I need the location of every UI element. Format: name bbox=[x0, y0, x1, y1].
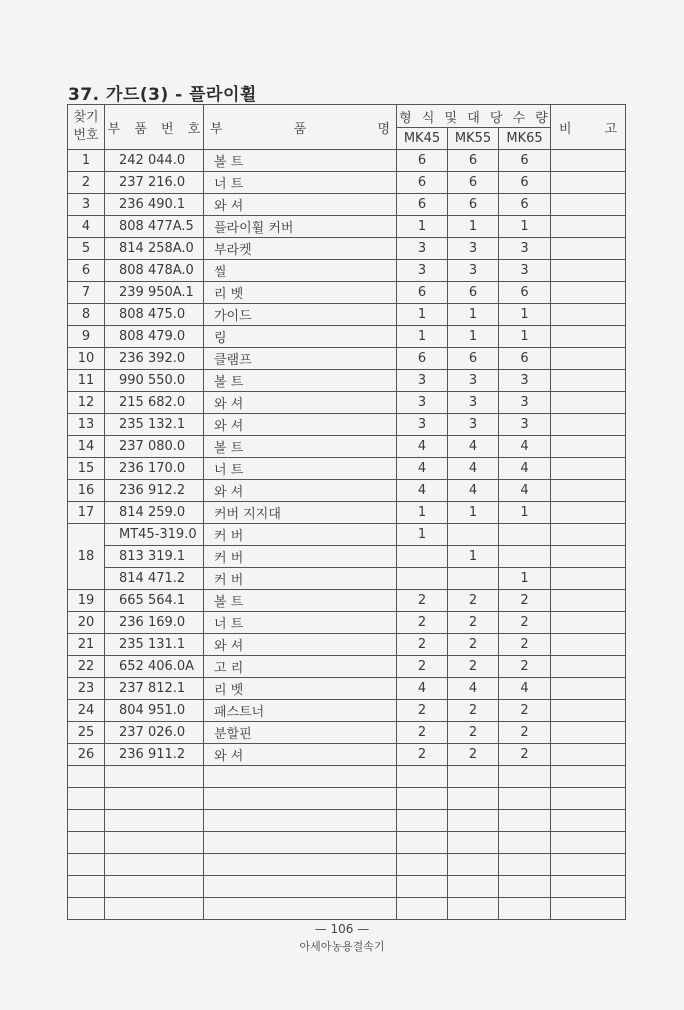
find-no: 18 bbox=[68, 524, 105, 590]
table-row bbox=[68, 590, 626, 612]
qty-mk65: 4 bbox=[499, 480, 551, 502]
part-name: 너 트 bbox=[204, 458, 397, 480]
find-no: 16 bbox=[68, 480, 105, 502]
qty-mk55 bbox=[448, 568, 499, 590]
remarks bbox=[551, 744, 626, 766]
qty-mk55: 3 bbox=[448, 392, 499, 414]
find-no: 8 bbox=[68, 304, 105, 326]
qty-mk65: 3 bbox=[499, 370, 551, 392]
header-name-right: 명 bbox=[377, 121, 390, 137]
find-no: 25 bbox=[68, 722, 105, 744]
remarks bbox=[551, 568, 626, 590]
part-number: 814 258A.0 bbox=[105, 238, 204, 260]
part-name: 와 셔 bbox=[204, 194, 397, 216]
qty-mk45: 2 bbox=[397, 634, 448, 656]
qty-mk45 bbox=[397, 832, 448, 854]
qty-mk45: 2 bbox=[397, 744, 448, 766]
part-name: 볼 트 bbox=[204, 150, 397, 172]
part-number: 814 471.2 bbox=[105, 568, 204, 590]
table-row bbox=[68, 634, 626, 656]
qty-mk55: 2 bbox=[448, 612, 499, 634]
qty-mk65: 2 bbox=[499, 722, 551, 744]
qty-mk45: 1 bbox=[397, 524, 448, 546]
part-number bbox=[105, 832, 204, 854]
qty-mk45 bbox=[397, 810, 448, 832]
header-remark-right: 고 bbox=[604, 121, 618, 137]
find-no: 19 bbox=[68, 590, 105, 612]
qty-mk65 bbox=[499, 898, 551, 920]
table-row bbox=[68, 326, 626, 348]
find-no: 17 bbox=[68, 502, 105, 524]
qty-mk55 bbox=[448, 524, 499, 546]
qty-mk55: 2 bbox=[448, 700, 499, 722]
qty-mk65: 1 bbox=[499, 502, 551, 524]
find-no: 26 bbox=[68, 744, 105, 766]
part-name: 씰 bbox=[204, 260, 397, 282]
remarks bbox=[551, 282, 626, 304]
find-no: 10 bbox=[68, 348, 105, 370]
remarks bbox=[551, 722, 626, 744]
find-no: 24 bbox=[68, 700, 105, 722]
part-name bbox=[204, 854, 397, 876]
qty-mk65: 6 bbox=[499, 150, 551, 172]
part-number bbox=[105, 854, 204, 876]
remarks bbox=[551, 172, 626, 194]
part-number: MT45-319.0 bbox=[105, 524, 204, 546]
empty-row bbox=[68, 876, 626, 898]
remarks bbox=[551, 326, 626, 348]
part-name bbox=[204, 876, 397, 898]
remarks bbox=[551, 260, 626, 282]
qty-mk65 bbox=[499, 524, 551, 546]
find-no bbox=[68, 832, 105, 854]
remarks bbox=[551, 788, 626, 810]
qty-mk55: 4 bbox=[448, 480, 499, 502]
qty-mk45: 6 bbox=[397, 194, 448, 216]
remarks bbox=[551, 678, 626, 700]
qty-mk65: 3 bbox=[499, 260, 551, 282]
part-name: 클램프 bbox=[204, 348, 397, 370]
qty-mk55: 2 bbox=[448, 656, 499, 678]
header-model-mk55: MK55 bbox=[448, 128, 499, 150]
part-name: 링 bbox=[204, 326, 397, 348]
part-number: 814 259.0 bbox=[105, 502, 204, 524]
table-row bbox=[68, 480, 626, 502]
page-number: — 106 — bbox=[314, 922, 370, 936]
header-find-no-bottom: 번호 bbox=[73, 128, 99, 143]
header-name-left: 부 bbox=[210, 121, 223, 137]
part-name: 너 트 bbox=[204, 172, 397, 194]
qty-mk45: 3 bbox=[397, 260, 448, 282]
qty-mk55: 2 bbox=[448, 634, 499, 656]
part-name: 커 버 bbox=[204, 524, 397, 546]
table-row bbox=[68, 524, 626, 546]
qty-mk45: 1 bbox=[397, 326, 448, 348]
remarks bbox=[551, 480, 626, 502]
part-name: 커버 지지대 bbox=[204, 502, 397, 524]
part-number: 808 479.0 bbox=[105, 326, 204, 348]
find-no: 9 bbox=[68, 326, 105, 348]
remarks bbox=[551, 700, 626, 722]
part-name: 볼 트 bbox=[204, 436, 397, 458]
part-number: 236 490.1 bbox=[105, 194, 204, 216]
empty-row bbox=[68, 898, 626, 920]
part-number: 808 475.0 bbox=[105, 304, 204, 326]
remarks bbox=[551, 634, 626, 656]
qty-mk65: 2 bbox=[499, 612, 551, 634]
remarks bbox=[551, 898, 626, 920]
qty-mk65: 2 bbox=[499, 634, 551, 656]
remarks bbox=[551, 370, 626, 392]
part-number bbox=[105, 876, 204, 898]
table-row bbox=[68, 216, 626, 238]
qty-mk55: 6 bbox=[448, 150, 499, 172]
find-no: 12 bbox=[68, 392, 105, 414]
qty-mk45: 4 bbox=[397, 678, 448, 700]
table-row bbox=[68, 678, 626, 700]
find-no: 14 bbox=[68, 436, 105, 458]
part-number bbox=[105, 898, 204, 920]
qty-mk65: 2 bbox=[499, 744, 551, 766]
header-name-mid: 품 bbox=[293, 121, 307, 137]
qty-mk65: 3 bbox=[499, 414, 551, 436]
header-part-name bbox=[204, 105, 397, 150]
part-number: 990 550.0 bbox=[105, 370, 204, 392]
qty-mk65: 2 bbox=[499, 590, 551, 612]
table-row bbox=[68, 502, 626, 524]
qty-mk45: 4 bbox=[397, 458, 448, 480]
qty-mk65 bbox=[499, 788, 551, 810]
qty-mk65: 6 bbox=[499, 172, 551, 194]
empty-row bbox=[68, 810, 626, 832]
qty-mk65: 1 bbox=[499, 326, 551, 348]
qty-mk55: 2 bbox=[448, 722, 499, 744]
part-name: 커 버 bbox=[204, 546, 397, 568]
header-qty-group: 형 식 및 대 당 수 량 bbox=[397, 105, 551, 128]
qty-mk55: 6 bbox=[448, 348, 499, 370]
qty-mk55: 3 bbox=[448, 414, 499, 436]
qty-mk55: 1 bbox=[448, 304, 499, 326]
qty-mk45: 3 bbox=[397, 414, 448, 436]
qty-mk55: 3 bbox=[448, 238, 499, 260]
part-name: 볼 트 bbox=[204, 590, 397, 612]
part-number: 236 392.0 bbox=[105, 348, 204, 370]
qty-mk55: 2 bbox=[448, 590, 499, 612]
qty-mk45: 2 bbox=[397, 612, 448, 634]
parts-table bbox=[67, 104, 626, 920]
qty-mk45: 2 bbox=[397, 722, 448, 744]
qty-mk45 bbox=[397, 568, 448, 590]
remarks bbox=[551, 854, 626, 876]
qty-mk45: 3 bbox=[397, 238, 448, 260]
qty-mk55 bbox=[448, 810, 499, 832]
qty-mk45: 6 bbox=[397, 282, 448, 304]
qty-mk55 bbox=[448, 788, 499, 810]
part-number: 808 478A.0 bbox=[105, 260, 204, 282]
table-row bbox=[68, 568, 626, 590]
part-name: 부라켓 bbox=[204, 238, 397, 260]
qty-mk55 bbox=[448, 832, 499, 854]
find-no: 23 bbox=[68, 678, 105, 700]
qty-mk65: 6 bbox=[499, 348, 551, 370]
qty-mk65: 4 bbox=[499, 436, 551, 458]
table-row bbox=[68, 194, 626, 216]
find-no: 13 bbox=[68, 414, 105, 436]
find-no bbox=[68, 876, 105, 898]
qty-mk65 bbox=[499, 876, 551, 898]
remarks bbox=[551, 876, 626, 898]
qty-mk55: 6 bbox=[448, 194, 499, 216]
part-name: 와 셔 bbox=[204, 744, 397, 766]
part-number: 808 477A.5 bbox=[105, 216, 204, 238]
part-number: 237 026.0 bbox=[105, 722, 204, 744]
find-no: 1 bbox=[68, 150, 105, 172]
part-name: 리 벳 bbox=[204, 678, 397, 700]
part-number: 237 080.0 bbox=[105, 436, 204, 458]
table-row bbox=[68, 150, 626, 172]
qty-mk65 bbox=[499, 766, 551, 788]
part-name: 너 트 bbox=[204, 612, 397, 634]
qty-mk45: 4 bbox=[397, 480, 448, 502]
qty-mk45 bbox=[397, 546, 448, 568]
qty-mk55 bbox=[448, 898, 499, 920]
qty-mk55: 1 bbox=[448, 326, 499, 348]
part-name: 패스트너 bbox=[204, 700, 397, 722]
part-name bbox=[204, 810, 397, 832]
qty-mk65: 4 bbox=[499, 458, 551, 480]
remarks bbox=[551, 348, 626, 370]
remarks bbox=[551, 458, 626, 480]
part-number: 235 131.1 bbox=[105, 634, 204, 656]
find-no bbox=[68, 788, 105, 810]
table-row bbox=[68, 172, 626, 194]
find-no: 21 bbox=[68, 634, 105, 656]
remarks bbox=[551, 392, 626, 414]
part-name bbox=[204, 788, 397, 810]
qty-mk55 bbox=[448, 766, 499, 788]
remarks bbox=[551, 414, 626, 436]
qty-mk45 bbox=[397, 898, 448, 920]
remarks bbox=[551, 150, 626, 172]
qty-mk45: 1 bbox=[397, 216, 448, 238]
qty-mk45: 2 bbox=[397, 700, 448, 722]
header-find-no-top: 찾기 bbox=[73, 110, 99, 125]
table-row bbox=[68, 348, 626, 370]
qty-mk65: 6 bbox=[499, 194, 551, 216]
qty-mk45: 2 bbox=[397, 590, 448, 612]
find-no: 4 bbox=[68, 216, 105, 238]
qty-mk45: 6 bbox=[397, 348, 448, 370]
find-no bbox=[68, 766, 105, 788]
find-no: 5 bbox=[68, 238, 105, 260]
table-row bbox=[68, 612, 626, 634]
qty-mk45: 4 bbox=[397, 436, 448, 458]
empty-row bbox=[68, 766, 626, 788]
part-name bbox=[204, 898, 397, 920]
part-number: 804 951.0 bbox=[105, 700, 204, 722]
table-row bbox=[68, 370, 626, 392]
part-number: 215 682.0 bbox=[105, 392, 204, 414]
table-row bbox=[68, 436, 626, 458]
qty-mk55: 6 bbox=[448, 282, 499, 304]
empty-row bbox=[68, 854, 626, 876]
qty-mk65: 1 bbox=[499, 216, 551, 238]
qty-mk65: 2 bbox=[499, 656, 551, 678]
company-name: 아세아농용결속기 bbox=[299, 940, 385, 953]
qty-mk65 bbox=[499, 810, 551, 832]
remarks bbox=[551, 612, 626, 634]
remarks bbox=[551, 436, 626, 458]
qty-mk55: 3 bbox=[448, 370, 499, 392]
qty-mk45: 2 bbox=[397, 656, 448, 678]
qty-mk65: 1 bbox=[499, 304, 551, 326]
header-model-mk65: MK65 bbox=[499, 128, 551, 150]
qty-mk45: 1 bbox=[397, 304, 448, 326]
header-find-no bbox=[68, 105, 105, 150]
table-row bbox=[68, 700, 626, 722]
qty-mk55: 6 bbox=[448, 172, 499, 194]
header-model-mk45: MK45 bbox=[397, 128, 448, 150]
part-name: 와 셔 bbox=[204, 480, 397, 502]
qty-mk55: 2 bbox=[448, 744, 499, 766]
remarks bbox=[551, 656, 626, 678]
qty-mk55: 4 bbox=[448, 678, 499, 700]
remarks bbox=[551, 832, 626, 854]
remarks bbox=[551, 546, 626, 568]
find-no bbox=[68, 810, 105, 832]
part-name: 커 버 bbox=[204, 568, 397, 590]
find-no: 7 bbox=[68, 282, 105, 304]
part-name: 와 셔 bbox=[204, 392, 397, 414]
qty-mk65: 3 bbox=[499, 392, 551, 414]
qty-mk45 bbox=[397, 788, 448, 810]
header-remark-left: 비 bbox=[559, 121, 572, 137]
part-name: 플라이휠 커버 bbox=[204, 216, 397, 238]
part-number bbox=[105, 810, 204, 832]
page-title: 37. 가드(3) - 플라이휠 bbox=[68, 85, 257, 105]
qty-mk65 bbox=[499, 832, 551, 854]
qty-mk45: 6 bbox=[397, 150, 448, 172]
part-number: 239 950A.1 bbox=[105, 282, 204, 304]
header-remarks bbox=[551, 105, 626, 150]
part-number: 652 406.0A bbox=[105, 656, 204, 678]
qty-mk45 bbox=[397, 876, 448, 898]
table-row bbox=[68, 392, 626, 414]
find-no: 15 bbox=[68, 458, 105, 480]
qty-mk45 bbox=[397, 766, 448, 788]
part-name: 와 셔 bbox=[204, 414, 397, 436]
remarks bbox=[551, 216, 626, 238]
part-number: 236 912.2 bbox=[105, 480, 204, 502]
find-no bbox=[68, 854, 105, 876]
table-row bbox=[68, 546, 626, 568]
qty-mk55: 4 bbox=[448, 436, 499, 458]
qty-mk65: 1 bbox=[499, 568, 551, 590]
part-number: 236 170.0 bbox=[105, 458, 204, 480]
header-part-no: 부 품 번 호 bbox=[105, 105, 204, 150]
part-number: 242 044.0 bbox=[105, 150, 204, 172]
find-no: 11 bbox=[68, 370, 105, 392]
remarks bbox=[551, 194, 626, 216]
part-number bbox=[105, 788, 204, 810]
table-row bbox=[68, 744, 626, 766]
table-row bbox=[68, 722, 626, 744]
empty-row bbox=[68, 832, 626, 854]
remarks bbox=[551, 590, 626, 612]
part-name: 가이드 bbox=[204, 304, 397, 326]
part-name: 볼 트 bbox=[204, 370, 397, 392]
table-row bbox=[68, 458, 626, 480]
empty-row bbox=[68, 788, 626, 810]
qty-mk55: 1 bbox=[448, 546, 499, 568]
qty-mk55: 1 bbox=[448, 502, 499, 524]
remarks bbox=[551, 766, 626, 788]
part-name: 고 리 bbox=[204, 656, 397, 678]
find-no: 6 bbox=[68, 260, 105, 282]
find-no bbox=[68, 898, 105, 920]
qty-mk55: 3 bbox=[448, 260, 499, 282]
parts-table-body bbox=[68, 150, 626, 920]
find-no: 3 bbox=[68, 194, 105, 216]
remarks bbox=[551, 524, 626, 546]
qty-mk65: 2 bbox=[499, 700, 551, 722]
qty-mk65: 6 bbox=[499, 282, 551, 304]
remarks bbox=[551, 304, 626, 326]
qty-mk45: 1 bbox=[397, 502, 448, 524]
qty-mk55: 1 bbox=[448, 216, 499, 238]
qty-mk55 bbox=[448, 854, 499, 876]
qty-mk65 bbox=[499, 546, 551, 568]
qty-mk65: 3 bbox=[499, 238, 551, 260]
qty-mk45 bbox=[397, 854, 448, 876]
remarks bbox=[551, 810, 626, 832]
part-number bbox=[105, 766, 204, 788]
qty-mk55: 4 bbox=[448, 458, 499, 480]
qty-mk65 bbox=[499, 854, 551, 876]
part-number: 237 812.1 bbox=[105, 678, 204, 700]
part-name: 와 셔 bbox=[204, 634, 397, 656]
part-name bbox=[204, 832, 397, 854]
part-name: 분할핀 bbox=[204, 722, 397, 744]
qty-mk45: 3 bbox=[397, 370, 448, 392]
find-no: 20 bbox=[68, 612, 105, 634]
qty-mk45: 3 bbox=[397, 392, 448, 414]
find-no: 22 bbox=[68, 656, 105, 678]
part-name: 리 벳 bbox=[204, 282, 397, 304]
qty-mk65: 4 bbox=[499, 678, 551, 700]
find-no: 2 bbox=[68, 172, 105, 194]
part-number: 236 911.2 bbox=[105, 744, 204, 766]
part-number: 813 319.1 bbox=[105, 546, 204, 568]
part-number: 236 169.0 bbox=[105, 612, 204, 634]
qty-mk55 bbox=[448, 876, 499, 898]
table-row bbox=[68, 304, 626, 326]
part-name bbox=[204, 766, 397, 788]
table-row bbox=[68, 238, 626, 260]
part-number: 665 564.1 bbox=[105, 590, 204, 612]
qty-mk45: 6 bbox=[397, 172, 448, 194]
table-row bbox=[68, 260, 626, 282]
part-number: 237 216.0 bbox=[105, 172, 204, 194]
table-row bbox=[68, 282, 626, 304]
remarks bbox=[551, 502, 626, 524]
part-number: 235 132.1 bbox=[105, 414, 204, 436]
table-row bbox=[68, 414, 626, 436]
table-row bbox=[68, 656, 626, 678]
remarks bbox=[551, 238, 626, 260]
